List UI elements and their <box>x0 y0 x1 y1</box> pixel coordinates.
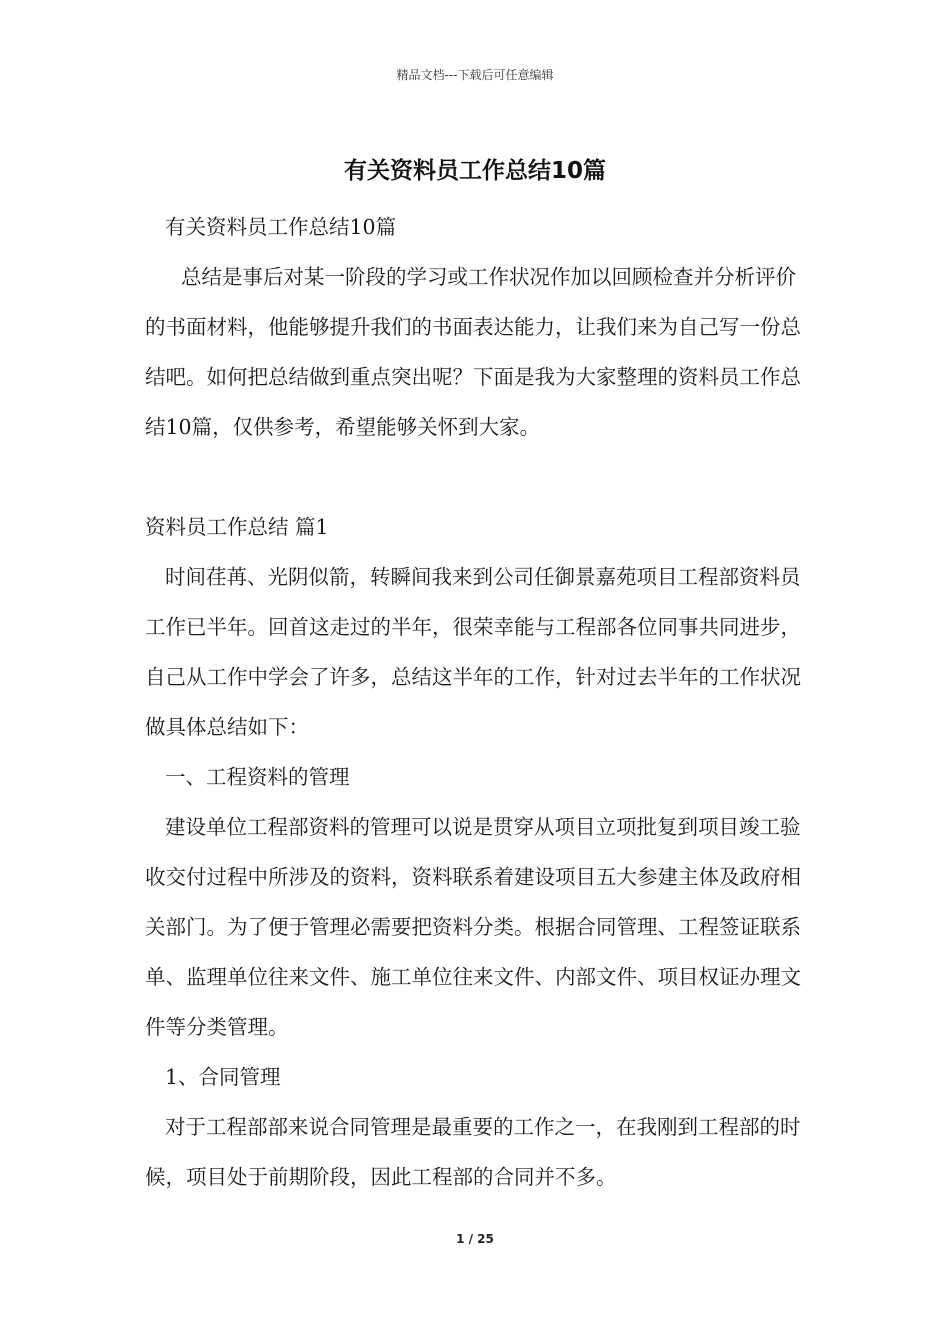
intro-paragraph: 总结是事后对某一阶段的学习或工作状况作加以回顾检查并分析评价的书面材料，他能够提升我们的书面表达能力，让我们来为自己写一份总结吧。如何把总结做到重点突出呢？下面是我为大家整理的资料员工作总结10篇，仅供参考，希望能够关怀到大家。 <box>145 265 801 439</box>
section-heading: 资料员工作总结 篇1 <box>145 515 329 539</box>
page-header: 精品文档---下载后可任意编辑 <box>396 68 554 82</box>
paragraph-gap <box>145 452 808 502</box>
document-body <box>145 202 808 1202</box>
section-paragraph: 时间荏苒、光阴似箭，转瞬间我来到公司任御景嘉苑项目工程部资料员工作已半年。回首这走过的半年，很荣幸能与工程部各位同事共同进步，自己从工作中学会了许多，总结这半年的工作，针对过去半年的工作状况做具体总结如下： <box>145 565 801 739</box>
section-paragraph: 建设单位工程部资料的管理可以说是贯穿从项目立项批复到项目竣工验收交付过程中所涉及的资料，资料联系着建设项目五大参建主体及政府相关部门。为了便于管理必需要把资料分类。根据合同管理、工程签证联系单、监理单位往来文件、施工单位往来文件、内部文件、项目权证办理文件等分类管理。 <box>145 815 801 1039</box>
subheading: 1、合同管理 <box>165 1065 281 1089</box>
section-paragraph: 对于工程部部来说合同管理是最重要的工作之一，在我刚到工程部的时候，项目处于前期阶段，因此工程部的合同并不多。 <box>145 1115 801 1189</box>
subheading: 一、工程资料的管理 <box>165 765 350 789</box>
document-title: 有关资料员工作总结10篇 <box>343 158 606 184</box>
page-number: 1 / 25 <box>456 1232 494 1246</box>
subtitle-paragraph: 有关资料员工作总结10篇 <box>165 215 397 239</box>
